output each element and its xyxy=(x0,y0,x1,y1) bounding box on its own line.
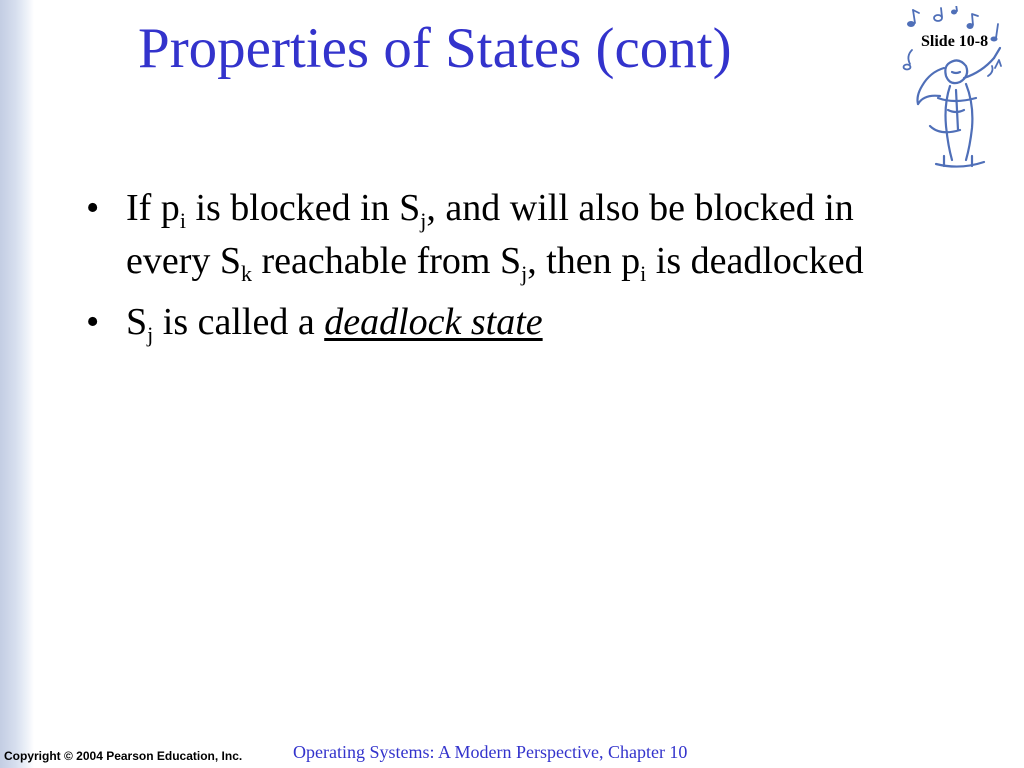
subscript: i xyxy=(179,208,186,233)
bullet-item xyxy=(86,296,936,349)
subscript: j xyxy=(420,208,427,233)
text-run: If p xyxy=(126,187,180,229)
bullet-list xyxy=(86,182,936,357)
text-run: is called a xyxy=(153,301,325,343)
text-run: , then p xyxy=(527,240,641,282)
left-gradient-bar xyxy=(0,0,34,768)
copyright-notice: Copyright © 2004 Pearson Education, Inc. xyxy=(4,749,243,763)
conductor-with-music-notes-icon xyxy=(898,6,1010,172)
conductor-figure xyxy=(918,48,1001,167)
bullet-dot: • xyxy=(86,301,100,343)
subscript: j xyxy=(521,261,528,286)
subscript: k xyxy=(241,261,253,286)
subscript: j xyxy=(147,322,154,347)
subscript: i xyxy=(640,261,647,286)
text-run: , and will also be blocked in every S xyxy=(126,187,854,282)
footer-chapter-title: Operating Systems: A Modern Perspective, Chapter 10 xyxy=(293,742,688,762)
deadlock-state-term: deadlock state xyxy=(324,301,543,343)
bullet-dot: • xyxy=(86,187,100,229)
text-run: reachable from S xyxy=(252,240,522,282)
text-run: is blocked in S xyxy=(185,187,421,229)
bullet-item xyxy=(86,182,936,288)
slide-number: Slide 10-8 xyxy=(921,33,989,50)
text-run: is deadlocked xyxy=(646,240,864,282)
slide-title: Properties of States (cont) xyxy=(138,17,732,80)
text-run: S xyxy=(126,301,148,343)
